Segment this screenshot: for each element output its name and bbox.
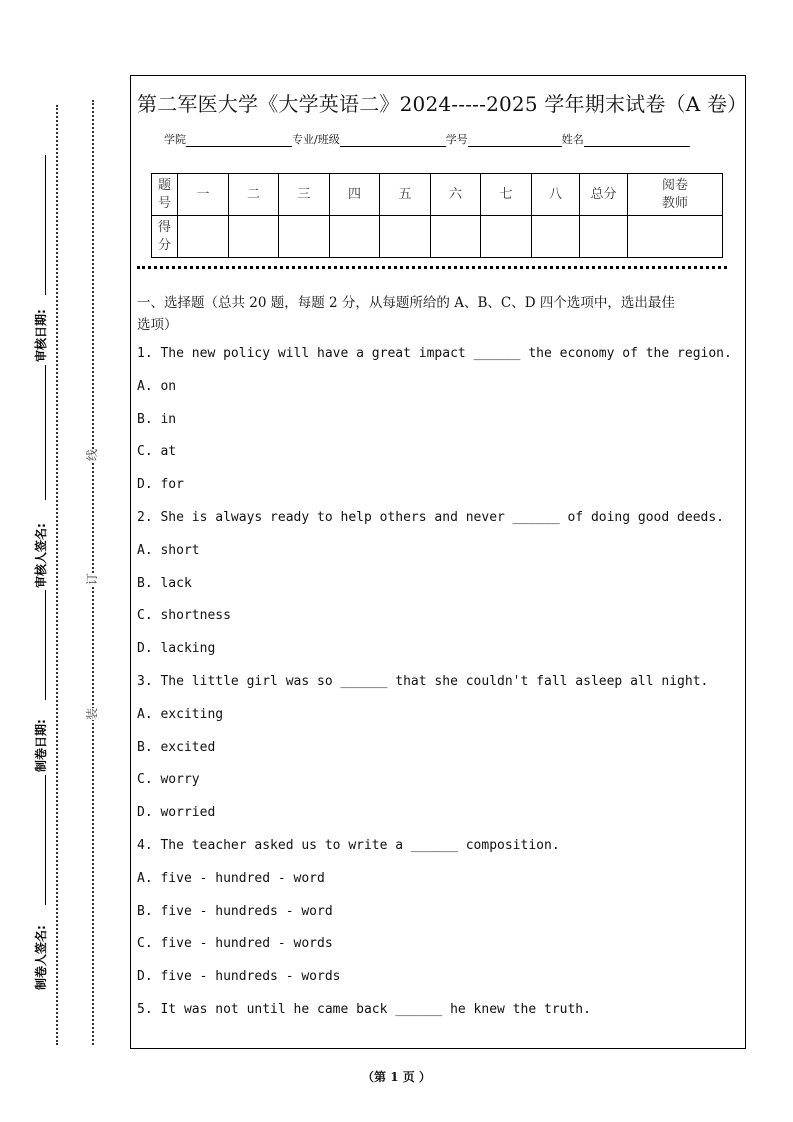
score-cell-3[interactable] — [279, 216, 330, 258]
cut-mark-bind: 订 — [85, 572, 100, 586]
inner-dotted-line — [56, 105, 58, 1045]
exam-page-frame — [130, 75, 746, 1049]
option-b: B. lack — [137, 575, 192, 591]
col-total: 总分 — [580, 174, 628, 216]
page-number: （第 1 页 ） — [362, 1070, 431, 1084]
question-2 — [137, 509, 743, 673]
college-label: 学院 — [164, 133, 186, 146]
score-table — [151, 173, 723, 258]
score-cell-2[interactable] — [229, 216, 279, 258]
question-number-header: 题 号 — [152, 174, 178, 216]
option-a: A. exciting — [137, 706, 224, 722]
signature-line — [45, 590, 46, 700]
col-5: 五 — [380, 174, 431, 216]
option-c: C. shortness — [137, 608, 231, 624]
score-row — [152, 216, 723, 258]
score-cell-4[interactable] — [330, 216, 380, 258]
option-b: B. in — [137, 411, 177, 427]
col-7: 七 — [481, 174, 532, 216]
student-id-field[interactable] — [468, 135, 562, 147]
col-4: 四 — [330, 174, 380, 216]
option-b: B. excited — [137, 739, 216, 755]
score-header: 得 分 — [152, 216, 178, 258]
question-stem: 1. The new policy will have a great impact ______ the economy of the region. — [137, 346, 732, 361]
question-stem: 3. The little girl was so ______ that she couldn't fall asleep all night. — [137, 673, 709, 689]
option-d: D. worried — [137, 805, 216, 821]
col-6: 六 — [431, 174, 481, 216]
paper-maker-signature-label: 制卷人签名: — [34, 925, 48, 990]
cut-mark-staple: 装 — [85, 707, 100, 721]
name-field[interactable] — [584, 135, 690, 147]
option-d: D. five - hundreds - words — [137, 969, 341, 985]
col-3: 三 — [279, 174, 330, 216]
paper-date-label: 制卷日期: — [34, 719, 48, 772]
signature-line — [45, 155, 46, 295]
col-2: 二 — [229, 174, 279, 216]
col-1: 一 — [178, 174, 229, 216]
option-c: C. worry — [137, 772, 200, 788]
option-c: C. five - hundred - words — [137, 936, 333, 952]
score-cell-6[interactable] — [431, 216, 481, 258]
question-stem: 5. It was not until he came back ______ he knew the truth. — [137, 1001, 591, 1017]
question-4 — [137, 837, 743, 1001]
col-8: 八 — [532, 174, 580, 216]
cut-mark-line: 线 — [85, 448, 100, 462]
student-id-label: 学号 — [445, 133, 468, 146]
student-info-row — [164, 131, 690, 147]
question-3 — [137, 673, 743, 837]
score-cell-reviewer[interactable] — [628, 216, 723, 258]
exam-content — [137, 292, 743, 1034]
question-stem: 4. The teacher asked us to write a ______ composition. — [137, 837, 560, 853]
score-cell-7[interactable] — [481, 216, 532, 258]
score-cell-5[interactable] — [380, 216, 431, 258]
option-a: A. on — [137, 378, 177, 394]
name-label: 姓名 — [561, 133, 584, 146]
college-field[interactable] — [186, 135, 292, 147]
col-reviewer: 阅卷 教师 — [628, 174, 723, 216]
signature-line — [45, 365, 46, 500]
major-class-field[interactable] — [340, 135, 446, 147]
score-cell-1[interactable] — [178, 216, 229, 258]
question-number-row — [152, 174, 723, 216]
major-class-label: 专业/班级 — [292, 133, 340, 146]
question-stem: 2. She is always ready to help others and never ______ of doing good deeds. — [137, 509, 724, 525]
signature-line — [45, 775, 46, 905]
exam-title: 第二军医大学《大学英语二》2024-----2025 学年期末试卷（A 卷） — [137, 92, 748, 116]
question-1 — [137, 345, 743, 509]
score-cell-8[interactable] — [532, 216, 580, 258]
reviewer-signature-label: 审核人签名: — [34, 523, 48, 588]
option-a: A. short — [137, 542, 200, 558]
option-d: D. lacking — [137, 641, 216, 657]
question-5 — [137, 1001, 743, 1034]
score-cell-total[interactable] — [580, 216, 628, 258]
header-separator-dotted — [137, 266, 727, 269]
option-b: B. five - hundreds - word — [137, 903, 333, 919]
review-date-label: 审核日期: — [34, 309, 48, 362]
section-heading: 一、选择题（总共 20 题，每题 2 分，从每题所给的 A、B、C、D 四个选项中，选出最佳 选项） — [137, 295, 675, 333]
option-a: A. five - hundred - word — [137, 870, 325, 886]
option-d: D. for — [137, 477, 184, 493]
option-c: C. at — [137, 444, 177, 460]
